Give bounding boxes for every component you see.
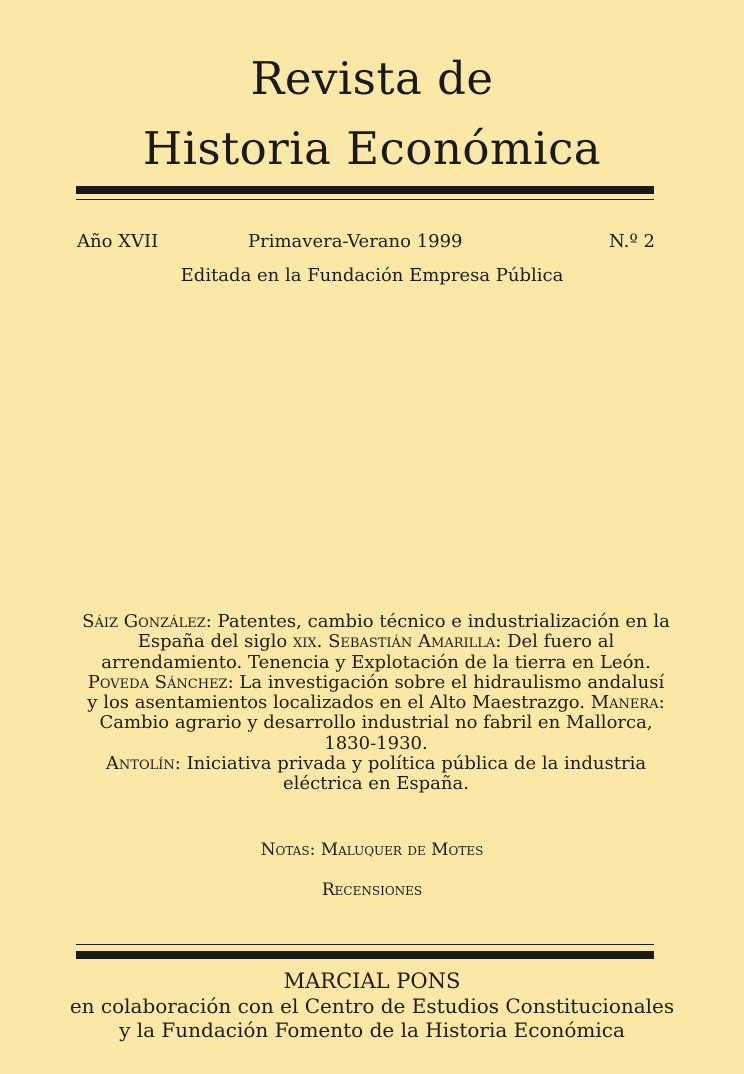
article-title: Del fuero al arrendamiento. Tenencia y Explotación de la tierra en León. bbox=[101, 631, 651, 673]
bottom-rule-thick bbox=[76, 951, 654, 959]
journal-title-line1: Revista de bbox=[250, 52, 494, 105]
editor-line: Editada en la Fundación Empresa Pública bbox=[180, 265, 564, 286]
notas-label: Notas bbox=[260, 840, 310, 860]
journal-title-line2: Historia Económica bbox=[142, 122, 602, 175]
top-rule-thin bbox=[76, 199, 654, 200]
article-author: Poveda Sánchez bbox=[87, 671, 228, 693]
bottom-rule-thin bbox=[76, 944, 654, 945]
publisher-collab-line1: en colaboración con el Centro de Estudios Constitucionales bbox=[69, 994, 675, 1018]
issue-number: N.º 2 bbox=[609, 231, 655, 252]
publisher-name: MARCIAL PONS bbox=[283, 969, 461, 993]
article-title: Iniciativa privada y política pública de la industria eléctrica en España. bbox=[186, 753, 647, 795]
article-title: Patentes, cambio técnico e industrialización en la España del siglo bbox=[137, 611, 670, 653]
issue-season: Primavera-Verano 1999 bbox=[248, 231, 463, 252]
article-title-century: xix bbox=[292, 631, 317, 653]
article-title: Cambio agrario y desarrollo industrial no fabril en Mallorca, 1830-1930. bbox=[99, 712, 653, 754]
top-rule-thick bbox=[76, 186, 654, 194]
issue-year: Año XVII bbox=[77, 231, 159, 252]
recensiones: Recensiones bbox=[321, 880, 423, 900]
article-author: Sebastián Amarilla bbox=[328, 631, 496, 653]
article-title: La investigación sobre el hidraulismo andalusí y los asentamientos localizados en el Alto Maestrazgo. bbox=[87, 671, 665, 714]
article-author: Sáiz González bbox=[82, 611, 206, 632]
table-of-contents: Sáiz González: Patentes, cambio técnico e industrialización en la España del siglo xix. Sebastián Amarilla: Del fuero al arrendamiento. Tenencia y Explotación de la tierra en León. Poveda Sánchez: La investigación sobre el hidraulismo andalusí y los asentamientos localizados en el Alto Maestrazgo. Manera: Cambio agrario y desarrollo industrial no fabril en Mallorca, 1830-1930. Antolín: Iniciativa privada y política pública de la industria eléctrica en España. bbox=[82, 611, 670, 795]
article-author: Antolín bbox=[105, 753, 175, 775]
article-title-end: . bbox=[316, 631, 323, 653]
notas-author: Maluquer de Motes bbox=[320, 840, 484, 860]
notas-line: Notas: Maluquer de Motes bbox=[260, 840, 484, 860]
publisher-collab-line2: y la Fundación Fomento de la Historia Económica bbox=[119, 1018, 625, 1042]
article-author: Manera bbox=[590, 692, 659, 714]
